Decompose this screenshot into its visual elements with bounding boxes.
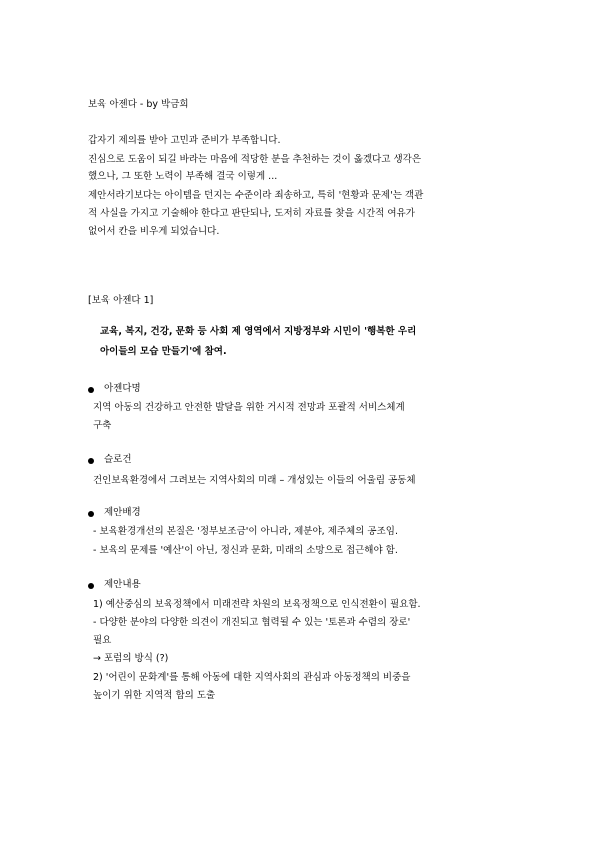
section-line: - 보육의 문제를 '예산'이 아닌, 정신과 문화, 미래의 소망으로 접근해야 함.: [93, 545, 398, 556]
intro-line: 없어서 칸을 비우게 되었습니다.: [88, 226, 220, 237]
section-line: → 포럼의 방식 (?): [93, 653, 169, 664]
section-line: 높이기 위한 지역적 합의 도출: [93, 690, 216, 701]
section-heading-name: 아젠다명: [104, 383, 141, 394]
section-line: 구축: [93, 420, 112, 431]
section-heading-content: 제안내용: [104, 579, 141, 590]
section-heading-background: 제안배경: [104, 507, 141, 518]
bullet-icon: [88, 583, 94, 589]
section-heading-slogan: 슬로건: [104, 454, 132, 465]
agenda-lead-line: 아이들의 모습 만들기'에 참여.: [100, 346, 227, 357]
intro-line: 진심으로 도움이 되길 바라는 마음에 적당한 분을 추천하는 것이 옳겠다고 생각은: [88, 154, 422, 165]
bullet-icon: [88, 511, 94, 517]
section-line: - 다양한 분야의 다양한 의견이 개진되고 협력될 수 있는 '토론과 수렴의 장로': [93, 617, 411, 628]
agenda-heading: [보육 아젠다 1]: [88, 295, 154, 306]
agenda-lead-line: 교육, 복지, 건강, 문화 등 사회 제 영역에서 지방정부와 시민이 '행복한 우리: [100, 326, 417, 337]
intro-line: 적 사실을 가지고 기술해야 한다고 판단되나, 도저히 자료를 찾을 시간적 여유가: [88, 208, 415, 219]
section-line: 2) '어린이 문화계'를 통해 아동에 대한 지역사회의 관심과 아동정책의 비중을: [93, 672, 411, 683]
intro-line: 했으나, 그 또한 노력이 부족해 결국 이렇게 ...: [88, 171, 278, 182]
document-title: 보육 아젠다 - by 박금희: [88, 99, 189, 110]
bullet-icon: [88, 458, 94, 464]
section-line: 건인보육환경에서 그려보는 지역사회의 미래 – 개성있는 이들의 어울림 공동체: [93, 475, 416, 486]
section-line: - 보육환경개선의 본질은 '정부보조금'이 아니라, 제분야, 제주체의 공조임.: [93, 526, 398, 537]
intro-line: 제안서라기보다는 아이템을 던지는 수준이라 죄송하고, 특히 '현황과 문제'는 객관: [88, 190, 424, 201]
intro-line: 갑자기 제의를 받아 고민과 준비가 부족합니다.: [88, 135, 281, 146]
section-line: 지역 아동의 건강하고 안전한 발달을 위한 거시적 전망과 포괄적 서비스체계: [93, 402, 405, 413]
bullet-icon: [88, 387, 94, 393]
section-line: 1) 예산중심의 보육정책에서 미래전략 차원의 보육정책으로 인식전환이 필요함.: [93, 599, 421, 610]
section-line: 필요: [93, 635, 112, 646]
